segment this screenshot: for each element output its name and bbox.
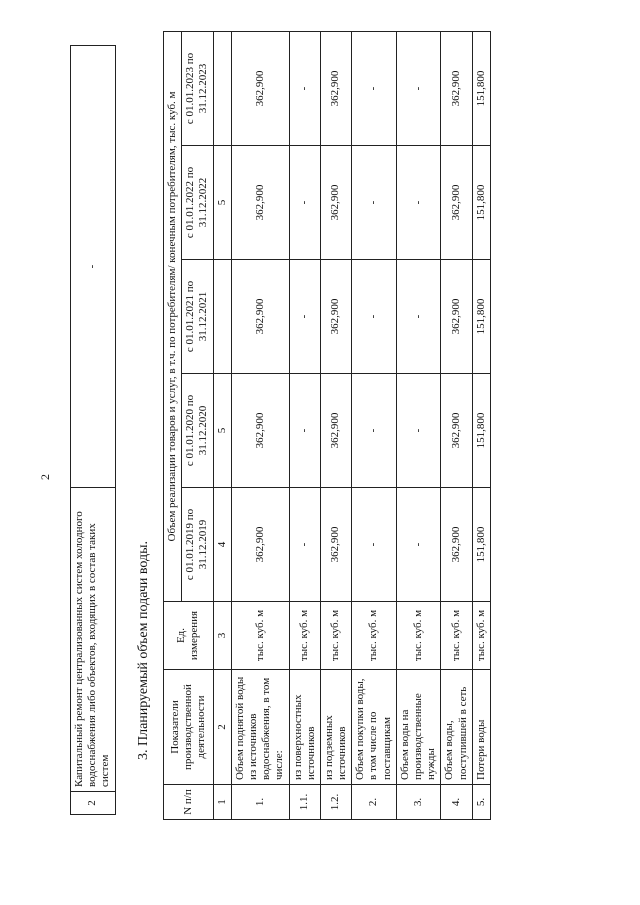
row-number: 4. [441,785,472,820]
row-value: - [289,31,320,145]
row-value: 362,900 [231,374,289,488]
table-row [441,31,472,819]
table-row [352,31,397,819]
row-indicator: из подземных источников [320,670,351,785]
row-value: 151,800 [472,146,490,260]
row-unit: тыс. куб. м [396,602,441,670]
row-value: 362,900 [231,146,289,260]
row-value: 151,800 [472,488,490,602]
table-row [71,46,116,815]
row-value: 362,900 [320,146,351,260]
row-value: - [352,260,397,374]
row-value: - [352,31,397,145]
index-cell: 2 [213,670,231,785]
row-value: - [352,488,397,602]
row-indicator: Объем воды на производственные нужды [396,670,441,785]
row-unit: тыс. куб. м [472,602,490,670]
row-value: 362,900 [441,146,472,260]
repair-row-number: 2 [71,792,116,815]
repair-table [70,45,116,815]
row-indicator: из поверхностных источников [289,670,320,785]
row-value: - [289,488,320,602]
row-value: 362,900 [320,374,351,488]
header-unit: Ед. измерения [164,602,214,670]
index-cell [213,31,231,145]
row-value: 362,900 [231,260,289,374]
row-number: 1.2. [320,785,351,820]
row-value: - [352,374,397,488]
row-unit: тыс. куб. м [352,602,397,670]
row-value: 362,900 [441,260,472,374]
row-unit: тыс. куб. м [231,602,289,670]
row-value: - [396,488,441,602]
table-row [396,31,441,819]
header-period: с 01.01.2019 по 31.12.2019 [182,488,213,602]
row-indicator: Объем воды, поступившей в сеть [441,670,472,785]
row-value: - [289,146,320,260]
table-row [289,31,320,819]
header-row [164,31,182,819]
row-value: 151,800 [472,374,490,488]
table-row [320,31,351,819]
index-cell: 5 [213,146,231,260]
repair-row-text: Капитальный ремонт централизованных систем холодного водоснабжения либо объектов, входящих в состав таких систем [71,488,116,792]
row-number: 5. [472,785,490,820]
row-value: 362,900 [231,488,289,602]
index-cell [213,260,231,374]
row-value: 362,900 [441,488,472,602]
index-cell: 3 [213,602,231,670]
row-indicator: Потери воды [472,670,490,785]
row-value: - [289,374,320,488]
section-title: 3. Планируемый объем подачи воды. [136,540,151,760]
header-period: с 01.01.2023 по 31.12.2023 [182,31,213,145]
row-value: - [396,31,441,145]
row-indicator: Объем поднятой воды из источников водоснабжения, в том числе: [231,670,289,785]
row-value: - [396,260,441,374]
row-indicator: Объем покупки воды, в том числе по поставщикам [352,670,397,785]
row-value: 151,800 [472,31,490,145]
row-value: 362,900 [231,31,289,145]
header-num: N п/п [164,785,214,820]
row-value: 362,900 [320,31,351,145]
row-value: 362,900 [441,31,472,145]
repair-row-value: - [71,46,116,488]
row-value: 362,900 [320,260,351,374]
row-number: 3. [396,785,441,820]
header-period: с 01.01.2022 по 31.12.2022 [182,146,213,260]
water-supply-table [163,31,491,820]
index-cell: 4 [213,488,231,602]
row-unit: тыс. куб. м [441,602,472,670]
row-number: 2. [352,785,397,820]
row-value: - [352,146,397,260]
page-number: 2 [38,474,52,480]
row-value: - [396,146,441,260]
index-cell: 5 [213,374,231,488]
row-number: 1.1. [289,785,320,820]
header-indicator: Показатели производственной деятельности [164,670,214,785]
header-group: Объем реализации товаров и услуг, в т.ч. по потребителям/ конечным потребителям, тыс. куб. м [164,31,182,601]
row-unit: тыс. куб. м [320,602,351,670]
table-body [231,31,490,819]
row-value: 151,800 [472,260,490,374]
row-number: 1. [231,785,289,820]
index-row [213,31,231,819]
row-value: 362,900 [441,374,472,488]
row-value: - [289,260,320,374]
row-value: 362,900 [320,488,351,602]
table-row [472,31,490,819]
table-row [231,31,289,819]
row-value: - [396,374,441,488]
index-cell: 1 [213,785,231,820]
header-period: с 01.01.2021 по 31.12.2021 [182,260,213,374]
row-unit: тыс. куб. м [289,602,320,670]
header-period: с 01.01.2020 по 31.12.2020 [182,374,213,488]
